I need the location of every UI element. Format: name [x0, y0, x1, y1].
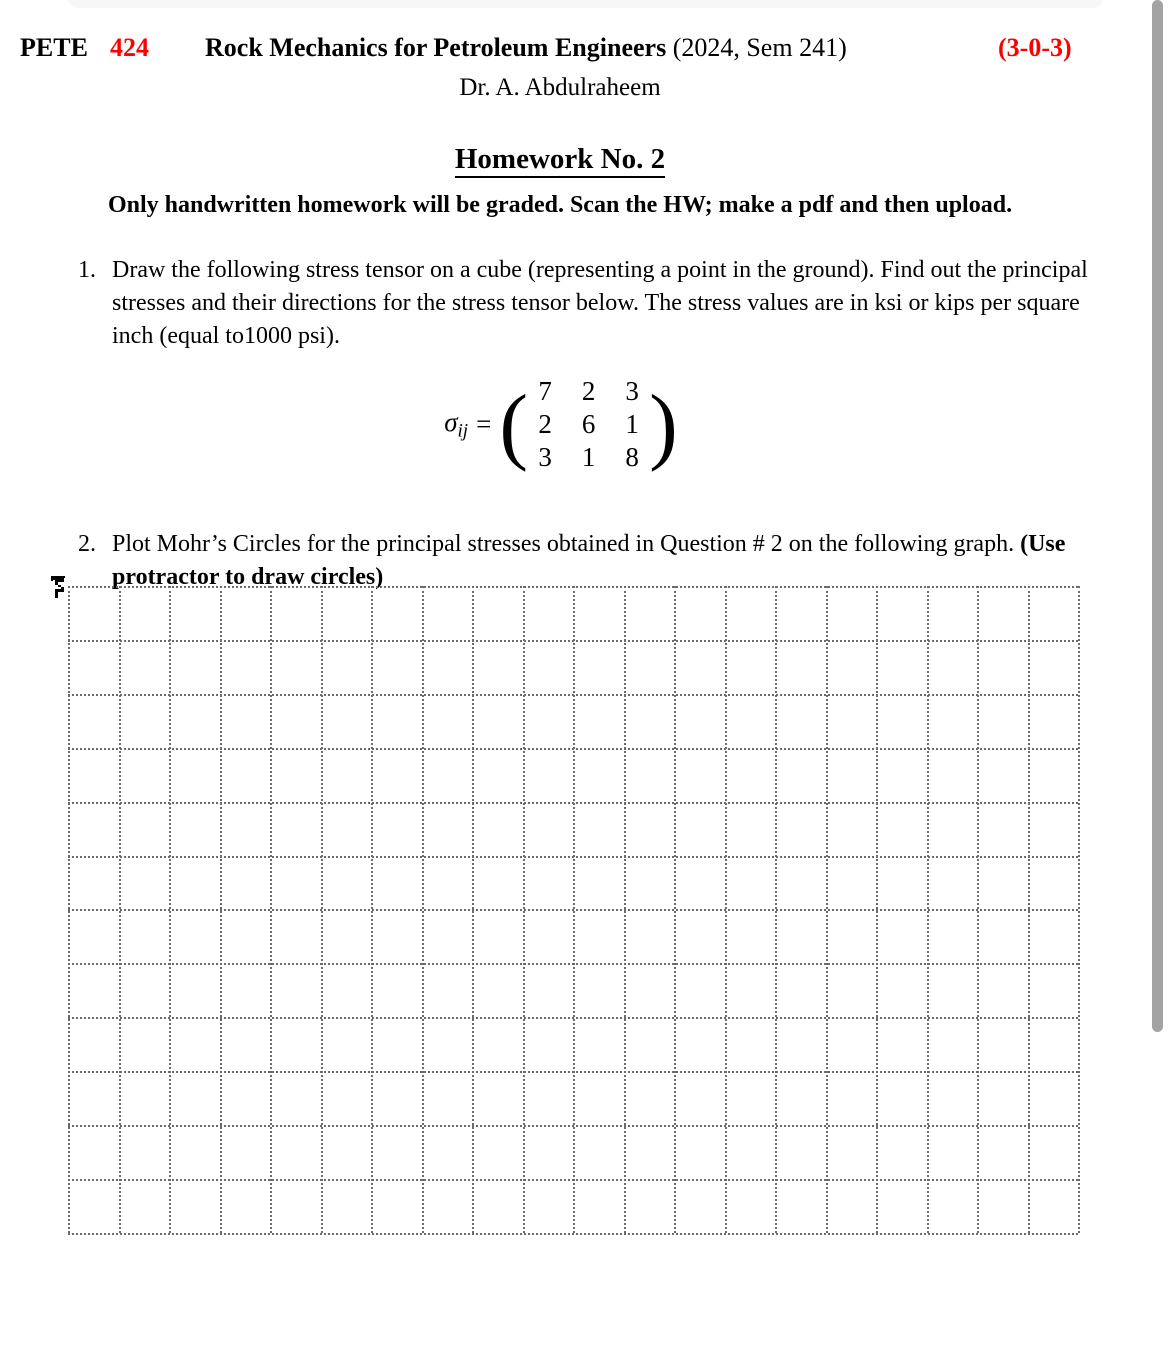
page-top-edge — [68, 0, 1103, 8]
matrix-open-paren: ( — [499, 375, 528, 472]
question-2-text-plain: Plot Mohr’s Circles for the principal stresses obtained in Question # 2 on the following graph. — [112, 531, 1021, 557]
stress-tensor-equation — [0, 375, 1120, 474]
grid-line-horizontal — [68, 909, 1078, 911]
grid-line-horizontal — [68, 1017, 1078, 1019]
homework-note: Only handwritten homework will be graded. Scan the HW; make a pdf and then upload. — [107, 192, 1013, 218]
matrix-cell: 3 — [538, 442, 552, 472]
sigma-subscript: ij — [457, 420, 469, 442]
instructor-name: Dr. A. Abdulraheem — [459, 74, 661, 101]
matrix-close-paren: ) — [649, 375, 678, 472]
grid-line-horizontal — [68, 586, 1078, 588]
grid-line-horizontal — [68, 748, 1078, 750]
grid-line-horizontal — [68, 1179, 1078, 1181]
matrix-cell: 1 — [625, 409, 639, 439]
equals-sign: = — [476, 409, 492, 439]
question-2-text — [112, 528, 1117, 594]
course-title: Rock Mechanics for Petroleum Engineers — [205, 33, 667, 62]
matrix-cell: 6 — [581, 409, 596, 439]
matrix-cell: 1 — [581, 442, 596, 472]
question-1-text: Draw the following stress tensor on a cube (representing a point in the ground). Find out the principal stresses and their directions for the stress tensor below. The stress values are in ksi or kips per square inch (equal to1000 psi). — [112, 257, 1088, 349]
grid-line-horizontal — [68, 963, 1078, 965]
question-2-text-bold: (Use protractor to draw circles) — [112, 531, 1066, 590]
course-number: 424 — [110, 33, 149, 62]
grid-line-vertical — [1078, 586, 1080, 1233]
matrix-cell: 2 — [538, 409, 552, 439]
course-credits: (3-0-3) — [998, 33, 1072, 62]
matrix-cell: 3 — [625, 376, 639, 406]
course-code: PETE — [20, 33, 88, 62]
grid-lines — [68, 586, 1078, 1233]
homework-title — [0, 143, 1120, 176]
matrix-cell: 8 — [625, 442, 639, 472]
grid-line-horizontal — [68, 640, 1078, 642]
matrix-cell: 7 — [538, 376, 552, 406]
grid-line-horizontal — [68, 802, 1078, 804]
question-1-number: 1. — [78, 257, 96, 283]
sigma-symbol — [444, 407, 468, 442]
grid-line-horizontal — [68, 1071, 1078, 1073]
mohr-circle-graph-grid[interactable] — [68, 586, 1078, 1233]
matrix-cell: 2 — [581, 376, 596, 406]
homework-title-text: Homework No. 2 — [455, 143, 665, 178]
course-header — [0, 33, 1120, 67]
matrix-3x3 — [501, 375, 676, 474]
question-2-number: 2. — [78, 531, 96, 557]
matrix-row — [523, 441, 654, 474]
grid-line-horizontal — [68, 694, 1078, 696]
grid-line-horizontal — [68, 1233, 1078, 1235]
vertical-scrollbar-track[interactable] — [1152, 0, 1170, 1345]
course-term: (2024, Sem 241) — [672, 33, 847, 62]
grid-line-horizontal — [68, 1125, 1078, 1127]
matrix-row — [523, 375, 654, 408]
sigma-glyph: σ — [444, 406, 458, 437]
grid-line-horizontal — [68, 856, 1078, 858]
course-title-line — [205, 33, 847, 63]
matrix-row — [523, 408, 654, 441]
vertical-scrollbar-thumb[interactable] — [1152, 0, 1163, 1032]
matrix-table — [523, 375, 654, 474]
